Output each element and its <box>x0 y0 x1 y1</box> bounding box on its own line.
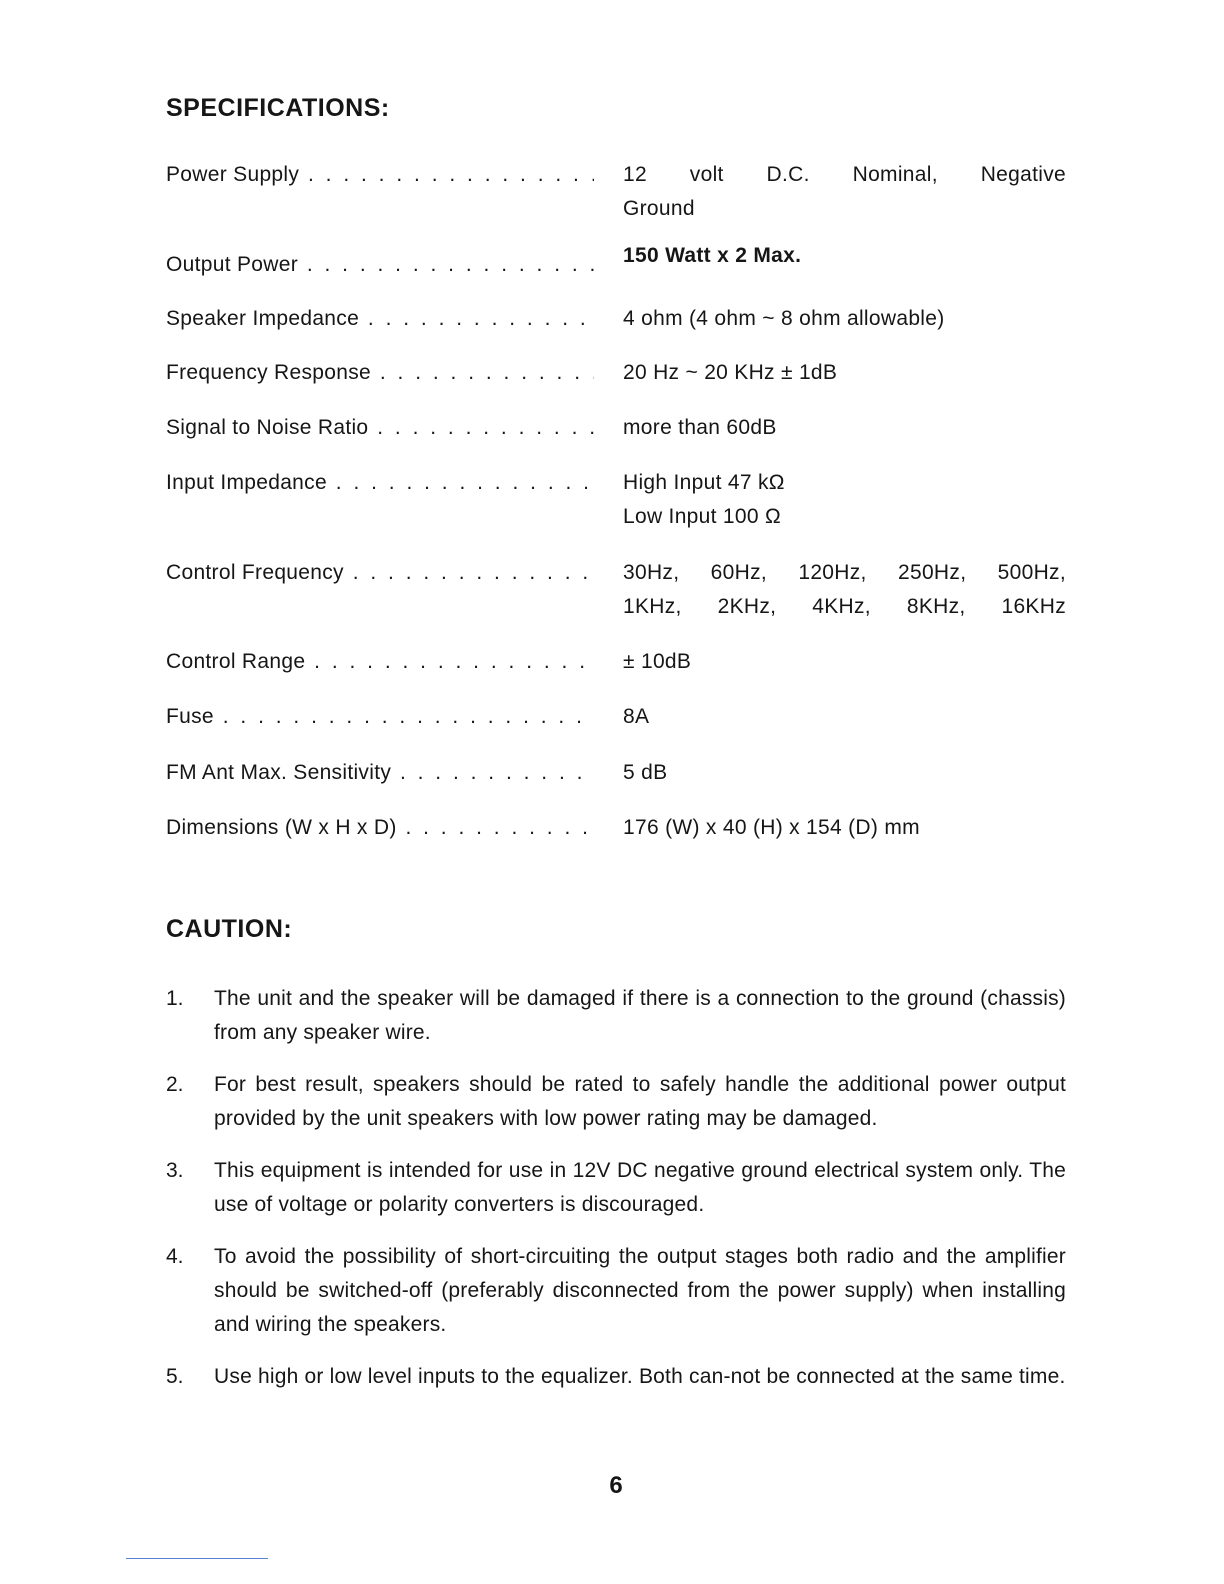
caution-item-number: 5. <box>166 1365 184 1388</box>
caution-item-text: This equipment is intended for use in 12V DC negative ground electrical system only. The use of voltage or polarity converters is discouraged. <box>214 1159 1066 1216</box>
spec-value <box>623 411 1066 445</box>
caution-item-text: For best result, speakers should be rated to safely handle the additional power output provided by the unit speakers with low power rating may be damaged. <box>214 1073 1066 1130</box>
spec-value <box>623 466 1066 534</box>
spec-value-line: ± 10dB <box>623 650 692 673</box>
specifications-heading: SPECIFICATIONS: <box>166 94 390 122</box>
spec-value <box>623 302 1066 336</box>
caution-heading: CAUTION: <box>166 915 293 943</box>
spec-value <box>623 811 1066 845</box>
spec-label: Speaker Impedance . . . <box>166 302 594 336</box>
spec-value <box>623 239 1066 273</box>
spec-value-line: 8A <box>623 705 650 728</box>
spec-value <box>623 556 1066 624</box>
page-number: 6 <box>609 1472 623 1499</box>
spec-value-line: 30Hz, 60Hz, 120Hz, 250Hz, 500Hz, <box>623 561 1066 584</box>
spec-value <box>623 700 1066 734</box>
spec-value-line: 4 ohm (4 ohm ~ 8 ohm allowable) <box>623 307 945 330</box>
spec-label: Signal to Noise Ratio . . . <box>166 411 594 445</box>
spec-value <box>623 756 1066 790</box>
spec-value-line: 176 (W) x 40 (H) x 154 (D) mm <box>623 816 920 839</box>
caution-item-number: 2. <box>166 1073 184 1096</box>
spec-value <box>623 356 1066 390</box>
caution-item-text: The unit and the speaker will be damaged if there is a connection to the ground (chassis) from any speaker wire. <box>214 987 1066 1044</box>
spec-label: Power Supply . . . <box>166 158 594 192</box>
caution-item-number: 4. <box>166 1245 184 1268</box>
spec-value <box>623 645 1066 679</box>
spec-value-line: Low Input 100 Ω <box>623 505 781 528</box>
caution-item-text: Use high or low level inputs to the equalizer. Both can-not be connected at the same time. <box>214 1365 1066 1388</box>
spec-label: Control Frequency . . . <box>166 556 594 590</box>
spec-value-line: High Input 47 kΩ <box>623 471 785 494</box>
spec-value-line: 1KHz, 2KHz, 4KHz, 8KHz, 16KHz <box>623 595 1066 618</box>
spec-value-line: Ground <box>623 197 695 220</box>
caution-item-text: To avoid the possibility of short-circuiting the output stages both radio and the amplifier should be switched-off (preferably disconnected from the power supply) when installing and wiring the speakers. <box>214 1245 1066 1336</box>
spec-label: Dimensions (W x H x D) . . . <box>166 811 594 845</box>
spec-label: FM Ant Max. Sensitivity . . . <box>166 756 594 790</box>
spec-label: Control Range . . . <box>166 645 594 679</box>
spec-value-line: 12 volt D.C. Nominal, Negative <box>623 163 1066 186</box>
spec-value <box>623 158 1066 226</box>
spec-label: Output Power . . . <box>166 248 594 282</box>
spec-value-line: 20 Hz ~ 20 KHz ± 1dB <box>623 361 838 384</box>
spec-value-line: 5 dB <box>623 761 668 784</box>
spec-value-line: more than 60dB <box>623 416 777 439</box>
caution-item-number: 1. <box>166 987 184 1010</box>
spec-value-line: 150 Watt x 2 Max. <box>623 244 802 267</box>
spec-label: Frequency Response . . . <box>166 356 594 390</box>
spec-label: Fuse . . . <box>166 700 594 734</box>
spec-label: Input Impedance . . . <box>166 466 594 500</box>
caution-item-number: 3. <box>166 1159 184 1182</box>
footer-rule <box>126 1558 268 1559</box>
